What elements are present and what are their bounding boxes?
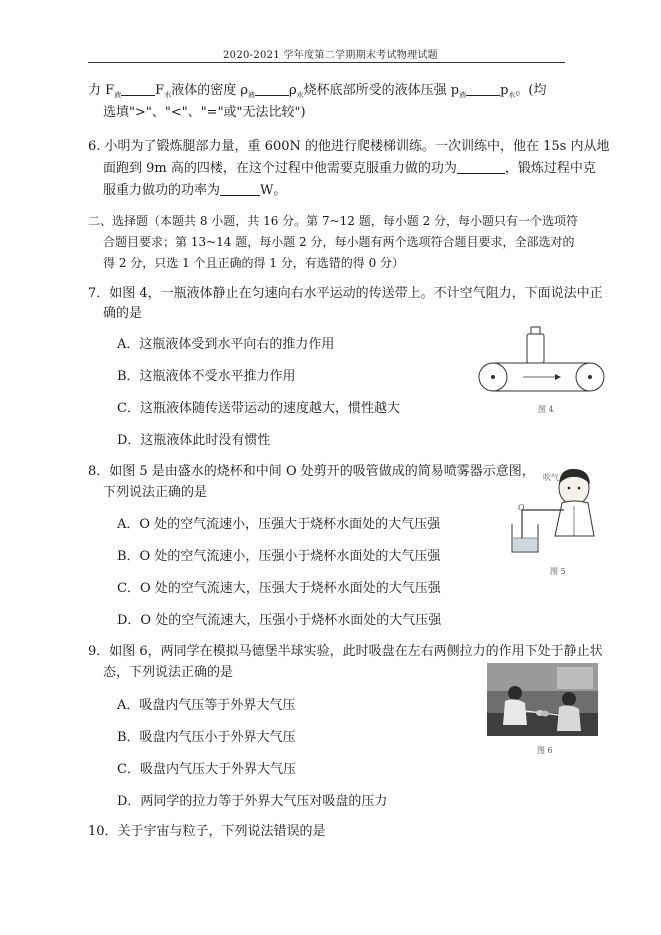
q9-option-b[interactable]: B．吸盘内气压小于外界大气压 xyxy=(117,730,296,745)
q9-option-d[interactable]: D．两同学的拉力等于外界大气压对吸盘的压力 xyxy=(117,794,388,809)
section2-line-3: 得 2 分，只选 1 个且正确的得 1 分，有选错的得 0 分） xyxy=(103,256,405,270)
q8-option-c[interactable]: C．O 处的空气流速大，压强大于烧杯水面处的大气压强 xyxy=(117,581,441,596)
answer-blank[interactable] xyxy=(255,82,289,96)
q6-line-3: 服重力做功的功率为 W。 xyxy=(103,183,287,198)
q10-stem-line-1: 10．关于宇宙与粒子，下列说法错误的是 xyxy=(88,824,326,839)
q5-line-1: 力 $F_液$ $F_水$液体的密度 $\rho_液$ $\rho_水$烧杯底部所受的液体压强 $p_液$ $p_水$。(均 xyxy=(88,83,547,99)
q7-stem-line-1: 7．如图 4，一瓶液体静止在匀速向右水平运动的传送带上。不计空气阻力，下面说法中正 xyxy=(88,286,603,301)
answer-blank[interactable] xyxy=(121,82,155,96)
q5-line-2: 选填">"、"<"、"="或"无法比较") xyxy=(103,105,306,120)
q8-stem-line-1: 8．如图 5 是由盛水的烧杯和中间 O 处剪开的吸管做成的简易喷雾器示意图， xyxy=(88,464,535,479)
q8-option-a[interactable]: A．O 处的空气流速小，压强大于烧杯水面处的大气压强 xyxy=(117,517,441,532)
q8-option-d[interactable]: D．O 处的空气流速大，压强小于烧杯水面处的大气压强 xyxy=(117,613,442,628)
q7-option-c[interactable]: C．这瓶液体随传送带运动的速度越大，惯性越大 xyxy=(117,401,400,416)
figure-5-point-o-label: O xyxy=(518,503,525,512)
figure-6-caption: 图 6 xyxy=(537,746,553,755)
figure-5-caption: 图 5 xyxy=(550,567,566,576)
figure-4-caption: 图 4 xyxy=(538,405,554,414)
q6-line-1: 6. 小明为了锻炼腿部力量，重 600N 的他进行爬楼梯训练。一次训练中，他在 15s 内从地 xyxy=(88,139,610,154)
q6-line-2: 面跑到 9m 高的四楼，在这个过程中他需要克服重力做的功为 ，锻炼过程中克 xyxy=(103,161,596,176)
section2-line-2: 合题目要求；第 13~14 题，每小题 2 分，每小题有两个选项符合题目要求，全部选对的 xyxy=(103,235,575,249)
q8-option-b[interactable]: B．O 处的空气流速小，压强小于烧杯水面处的大气压强 xyxy=(117,549,441,564)
figure-6-magdeburg-photo xyxy=(487,663,598,736)
q7-option-d[interactable]: D．这瓶液体此时没有惯性 xyxy=(117,433,271,448)
answer-blank[interactable] xyxy=(220,182,260,196)
q9-stem-line-1: 9．如图 6，两同学在模拟马德堡半球实验，此时吸盘在左右两侧拉力的作用下处于静止状 xyxy=(88,644,603,659)
section2-line-1: 二、选择题（本题共 8 小题，共 16 分。第 7~12 题，每小题 2 分，每小题只有一个选项符 xyxy=(88,214,579,228)
q9-stem-line-2: 态，下列说法正确的是 xyxy=(103,665,234,680)
q9-option-c[interactable]: C．吸盘内气压大于外界大气压 xyxy=(117,762,296,777)
figure-4-conveyor-belt xyxy=(475,322,610,404)
q9-option-a[interactable]: A．吸盘内气压等于外界大气压 xyxy=(117,698,296,713)
page-header-title: 2020-2021 学年度第二学期期末考试物理试题 xyxy=(223,50,438,61)
q8-stem-line-2: 下列说法正确的是 xyxy=(103,485,208,500)
header-divider xyxy=(88,62,565,63)
q7-option-b[interactable]: B．这瓶液体不受水平推力作用 xyxy=(117,369,296,384)
q7-option-a[interactable]: A．这瓶液体受到水平向右的推力作用 xyxy=(117,337,335,352)
answer-blank[interactable] xyxy=(466,82,500,96)
answer-blank[interactable] xyxy=(457,160,505,174)
figure-5-blow-label: 吹气 xyxy=(543,473,559,482)
q7-stem-line-2: 确的是 xyxy=(103,306,143,321)
